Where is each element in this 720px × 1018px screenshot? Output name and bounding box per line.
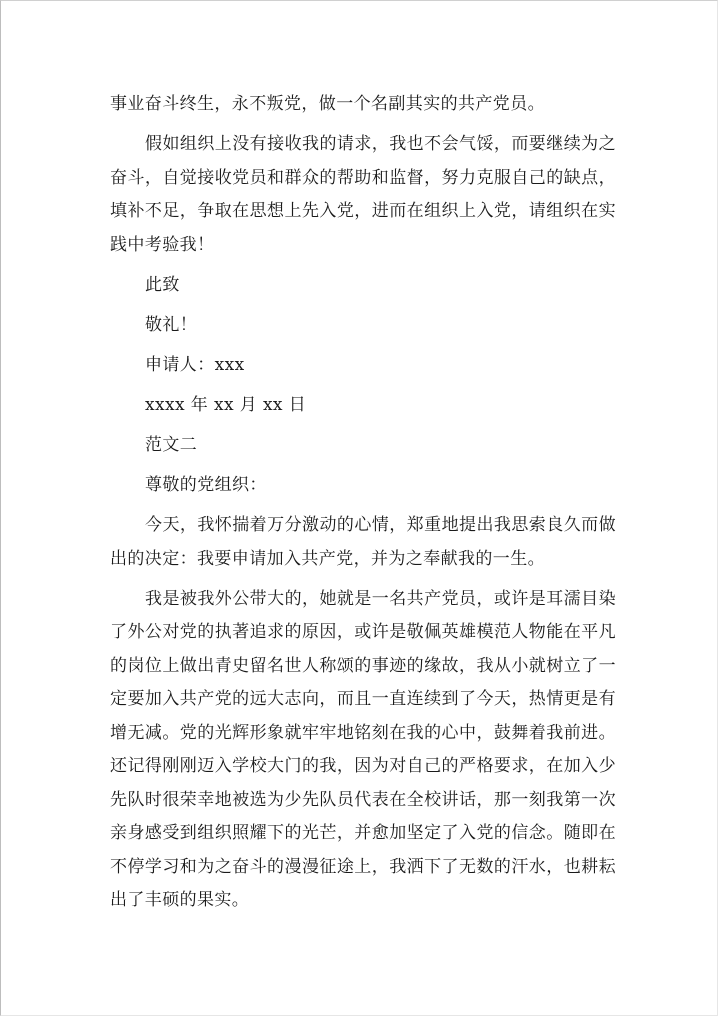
section-heading: 范文二 <box>145 435 198 456</box>
salutation: 尊敬的党组织： <box>145 475 267 496</box>
paragraph-continuation: 事业奋斗终生，永不叛党，做一个名副其实的共产党员。 <box>110 94 545 114</box>
document-body <box>110 88 616 918</box>
paragraph-intro: 今天，我怀揣着万分激动的心情，郑重地提出我思索良久而做出的决定：我要申请加入共产党，并为之奉献我的一生。 <box>110 515 616 569</box>
paragraph-resolve: 假如组织上没有接收我的请求，我也不会气馁，而要继续为之奋斗，自觉接收党员和群众的帮助和监督，努力克服自己的缺点，填补不足，争取在思想上先入党，进而在组织上入党，请组织在实践中考验我！ <box>110 134 616 255</box>
applicant-signature: 申请人：xxx <box>145 354 245 375</box>
signature-date: xxxx 年 xx 月 xx 日 <box>145 394 307 415</box>
closing-cizhi: 此致 <box>145 274 180 295</box>
closing-jingli: 敬礼！ <box>145 314 198 335</box>
paragraph-background: 我是被我外公带大的，她就是一名共产党员，或许是耳濡目染了外公对党的执著追求的原因，或许是敬佩英雄模范人物能在平凡的岗位上做出青史留名世人称颂的事迹的缘故，我从小就树立了一定要加入共产党的远大志向，而且一直连续到了今天，热情更是有增无减。党的光辉形象就牢牢地铭刻在我的心中，鼓舞着我前进。还记得刚刚迈入学校大门的我，因为对自己的严格要求，在加入少先队时很荣幸地被选为少先队员代表在全校讲话，那一刻我第一次亲身感受到组织照耀下的光芒，并愈加坚定了入党的信念。随即在不停学习和为之奋斗的漫漫征途上，我洒下了无数的汗水，也耕耘出了丰硕的果实。 <box>110 588 616 911</box>
